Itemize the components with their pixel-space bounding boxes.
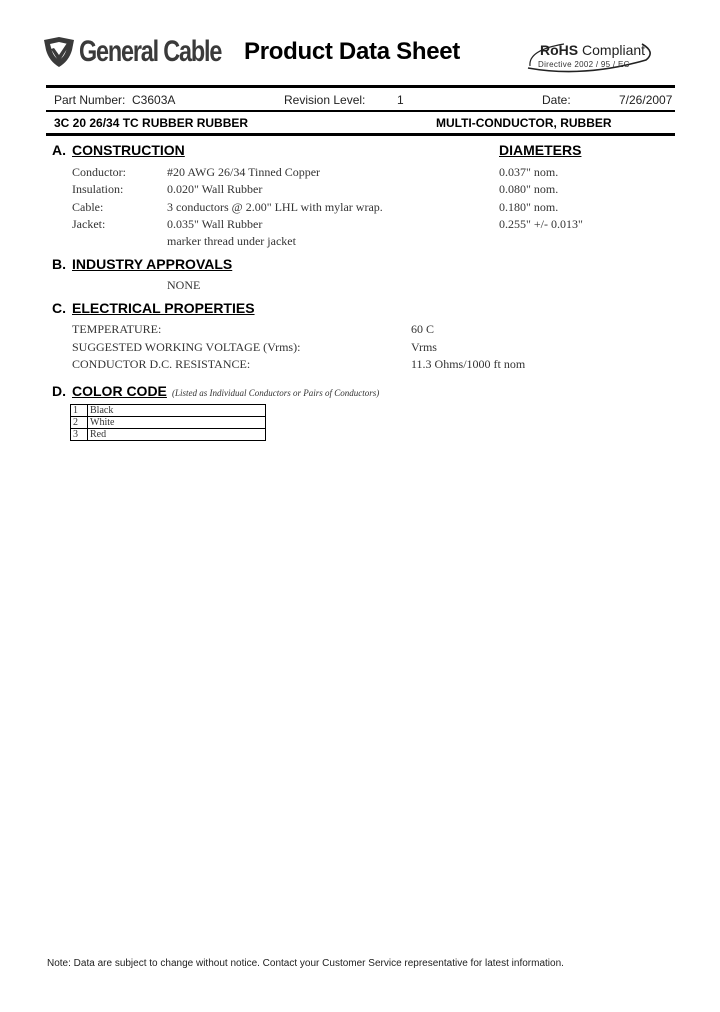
page-title: Product Data Sheet — [244, 38, 460, 65]
electrical-label: CONDUCTOR D.C. RESISTANCE: — [72, 357, 251, 371]
diameter-value: 0.037" nom. — [499, 165, 559, 179]
part-number: C3603A — [132, 93, 176, 107]
brand-name: General Cable — [79, 35, 222, 68]
rohs-badge — [524, 38, 652, 74]
construction-label: Cable: — [72, 200, 104, 214]
section-letter: C. — [52, 300, 66, 316]
electrical-value: 60 C — [411, 322, 435, 336]
table-row — [71, 405, 266, 417]
revision-level: 1 — [397, 93, 404, 107]
diameter-value: 0.255" +/- 0.013" — [499, 217, 583, 231]
rohs-directive: Directive 2002 / 95 / EC — [538, 60, 630, 69]
conductor-number: 2 — [71, 417, 88, 429]
part-number-label: Part Number: — [54, 93, 126, 107]
conductor-number: 3 — [71, 429, 88, 441]
product-category: MULTI-CONDUCTOR, RUBBER — [436, 116, 612, 130]
conductor-number: 1 — [71, 405, 88, 417]
electrical-value: 11.3 Ohms/1000 ft nom — [411, 357, 526, 371]
construction-value: 3 conductors @ 2.00" LHL with mylar wrap. — [167, 200, 383, 214]
color-code-note: (Listed as Individual Conductors or Pairs of Conductors) — [172, 388, 380, 398]
diameter-value: 0.080" nom. — [499, 182, 559, 196]
construction-value: marker thread under jacket — [167, 234, 296, 248]
date-value: 7/26/2007 — [619, 93, 673, 107]
conductor-color: White — [88, 417, 266, 429]
section-title-electrical: ELECTRICAL PROPERTIES — [72, 300, 255, 316]
construction-value: 0.035" Wall Rubber — [167, 217, 263, 231]
approvals-value: NONE — [167, 278, 201, 292]
revision-label: Revision Level: — [284, 93, 366, 107]
rohs-label: RoHS Compliant — [540, 42, 646, 58]
footer-note: Note: Data are subject to change without notice. Contact your Customer Service representative for latest information. — [47, 958, 564, 969]
section-letter: B. — [52, 256, 66, 272]
section-title-color-code: COLOR CODE — [72, 383, 167, 399]
diameter-value: 0.180" nom. — [499, 200, 559, 214]
construction-label: Insulation: — [72, 182, 124, 196]
date-label: Date: — [542, 93, 571, 107]
construction-label: Conductor: — [72, 165, 126, 179]
electrical-label: TEMPERATURE: — [72, 322, 162, 336]
section-letter: A. — [52, 142, 66, 158]
table-row — [71, 417, 266, 429]
divider — [46, 133, 675, 136]
section-letter: D. — [52, 383, 66, 399]
general-cable-logo — [42, 34, 261, 70]
electrical-value: Vrms — [411, 340, 437, 354]
section-title-diameters: DIAMETERS — [499, 142, 582, 158]
divider — [46, 110, 675, 112]
shield-logo-icon — [42, 36, 76, 68]
section-title-approvals: INDUSTRY APPROVALS — [72, 256, 233, 272]
conductor-color: Black — [88, 405, 266, 417]
divider — [46, 85, 675, 88]
construction-value: #20 AWG 26/34 Tinned Copper — [167, 165, 321, 179]
construction-label: Jacket: — [72, 217, 106, 231]
section-title-construction: CONSTRUCTION — [72, 142, 185, 158]
table-row — [71, 429, 266, 441]
color-code-table — [70, 404, 266, 441]
product-description: 3C 20 26/34 TC RUBBER RUBBER — [54, 116, 249, 130]
electrical-label: SUGGESTED WORKING VOLTAGE (Vrms): — [72, 340, 301, 354]
construction-value: 0.020" Wall Rubber — [167, 182, 263, 196]
conductor-color: Red — [88, 429, 266, 441]
